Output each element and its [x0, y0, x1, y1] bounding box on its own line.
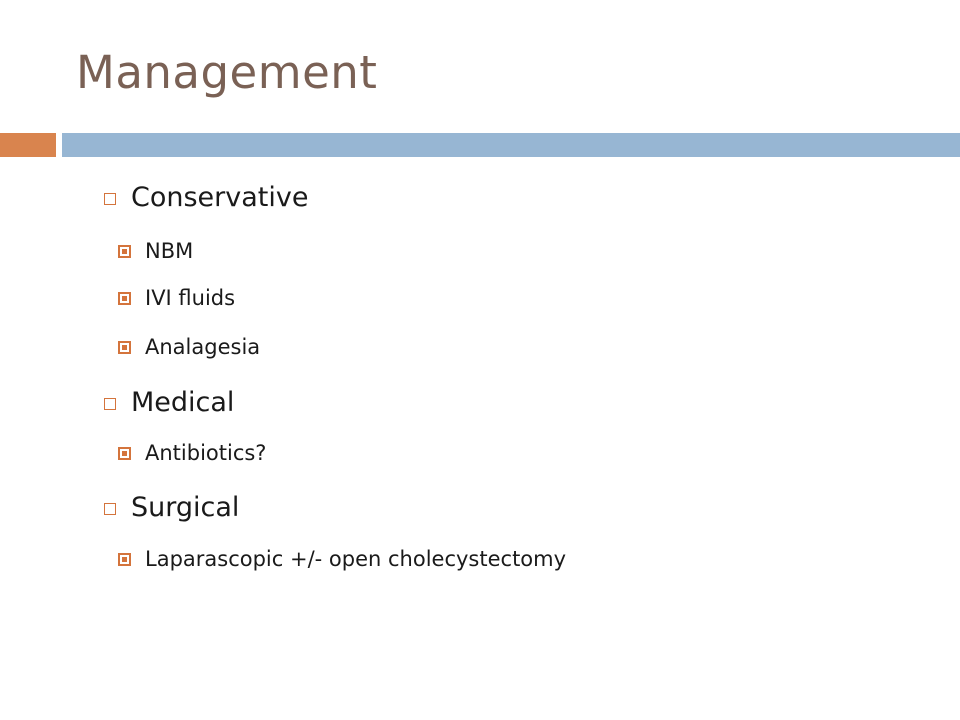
sub-list-item: [118, 547, 566, 571]
square-filled-bullet-icon: [118, 553, 131, 566]
sub-list-item: [118, 441, 266, 465]
square-filled-bullet-icon: [118, 447, 131, 460]
sub-list-item-label: NBM: [145, 239, 194, 263]
square-outline-bullet-icon: [104, 503, 116, 515]
list-item-label: Conservative: [131, 182, 309, 213]
sub-list-item-label: IVI fluids: [145, 286, 236, 310]
square-outline-bullet-icon: [104, 193, 116, 205]
square-outline-bullet-icon: [104, 398, 116, 410]
square-filled-bullet-icon: [118, 341, 131, 354]
list-item-label: Medical: [131, 387, 235, 418]
list-item: [104, 387, 234, 418]
sub-list-item-label: Antibiotics?: [145, 441, 267, 465]
square-filled-bullet-icon: [118, 245, 131, 258]
square-filled-bullet-icon: [118, 292, 131, 305]
sub-list-item-label: Analagesia: [145, 335, 261, 359]
sub-list-item: [118, 335, 260, 359]
list-item: [104, 492, 239, 523]
list-item-label: Surgical: [131, 492, 240, 523]
list-item: [104, 182, 308, 213]
sub-list-item: [118, 239, 193, 263]
slide-title: Management: [76, 46, 378, 99]
sub-list-item-label: Laparascopic +/- open cholecystectomy: [145, 547, 567, 571]
sub-list-item: [118, 286, 235, 310]
